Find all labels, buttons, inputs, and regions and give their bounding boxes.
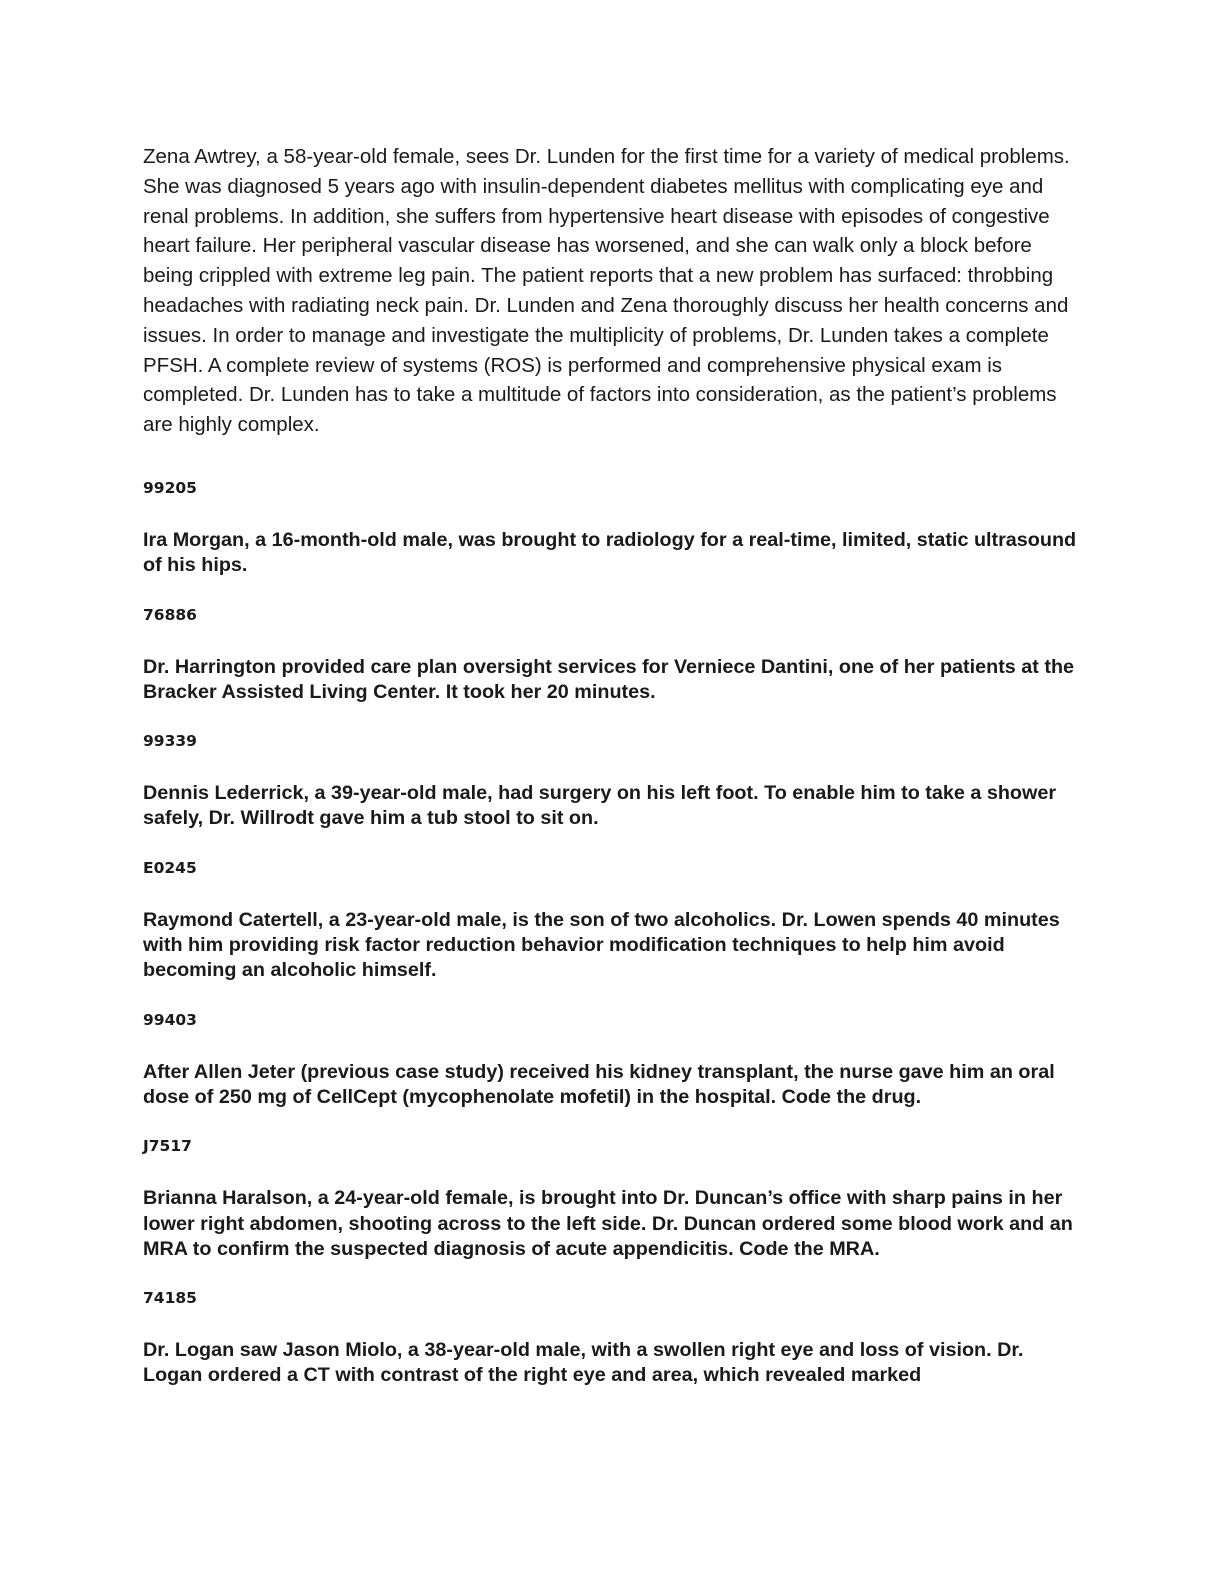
case-question: Dr. Harrington provided care plan oversight services for Verniece Dantini, one of her patients at the Bracker Assisted Living Center. It took her 20 minutes.: [143, 655, 1075, 703]
intro-paragraph: Zena Awtrey, a 58-year-old female, sees Dr. Lunden for the first time for a variety of medical problems. She was diagnosed 5 years ago with insulin-dependent diabetes mellitus with complicating eye and renal problems. In addition, she suffers from hypertensive heart disease with episodes of congestive heart failure. Her peripheral vascular disease has worsened, and she can walk only a block before being crippled with extreme leg pain. The patient reports that a new problem has surfaced: throbbing headaches with radiating neck pain. Dr. Lunden and Zena thoroughly discuss her health concerns and issues. In order to manage and investigate the multiplicity of problems, Dr. Lunden takes a complete PFSH. A complete review of systems (ROS) is performed and comprehensive physical exam is completed. Dr. Lunden has to take a multitude of factors into consideration, as the patient’s problems are highly complex.: [143, 145, 1070, 437]
answer-code: 99339: [143, 732, 197, 751]
answer-code: 74185: [143, 1289, 197, 1308]
answer-code: 76886: [143, 605, 197, 624]
answer-code: 99205: [143, 478, 197, 497]
case-question: Ira Morgan, a 16-month-old male, was brought to radiology for a real-time, limited, static ultrasound of his hips.: [143, 528, 1077, 577]
case-question: Raymond Catertell, a 23-year-old male, is the son of two alcoholics. Dr. Lowen spends 40 minutes with him providing risk factor reduction behavior modification techniques to help him avoid becoming an alcoholic himself.: [143, 908, 1060, 982]
document-body: [143, 142, 1078, 1389]
answer-code: 99403: [143, 1010, 197, 1029]
case-question: Dr. Logan saw Jason Miolo, a 38-year-old male, with a swollen right eye and loss of vision. Dr. Logan ordered a CT with contrast of the right eye and area, which revealed marked: [143, 1339, 1024, 1387]
answer-code: J7517: [143, 1137, 192, 1156]
case-question: Dennis Lederrick, a 39-year-old male, had surgery on his left foot. To enable him to take a shower safely, Dr. Willrodt gave him a tub stool to sit on.: [143, 782, 1057, 830]
case-question: After Allen Jeter (previous case study) received his kidney transplant, the nurse gave him an oral dose of 250 mg of CellCept (mycophenolate mofetil) in the hospital. Code the drug.: [143, 1060, 1055, 1108]
case-question: Brianna Haralson, a 24-year-old female, is brought into Dr. Duncan’s office with sharp pains in her lower right abdomen, shooting across to the left side. Dr. Duncan ordered some blood work and an MRA to confirm the suspected diagnosis of acute appendicitis. Code the MRA.: [143, 1187, 1073, 1260]
answer-code: E0245: [143, 858, 197, 877]
